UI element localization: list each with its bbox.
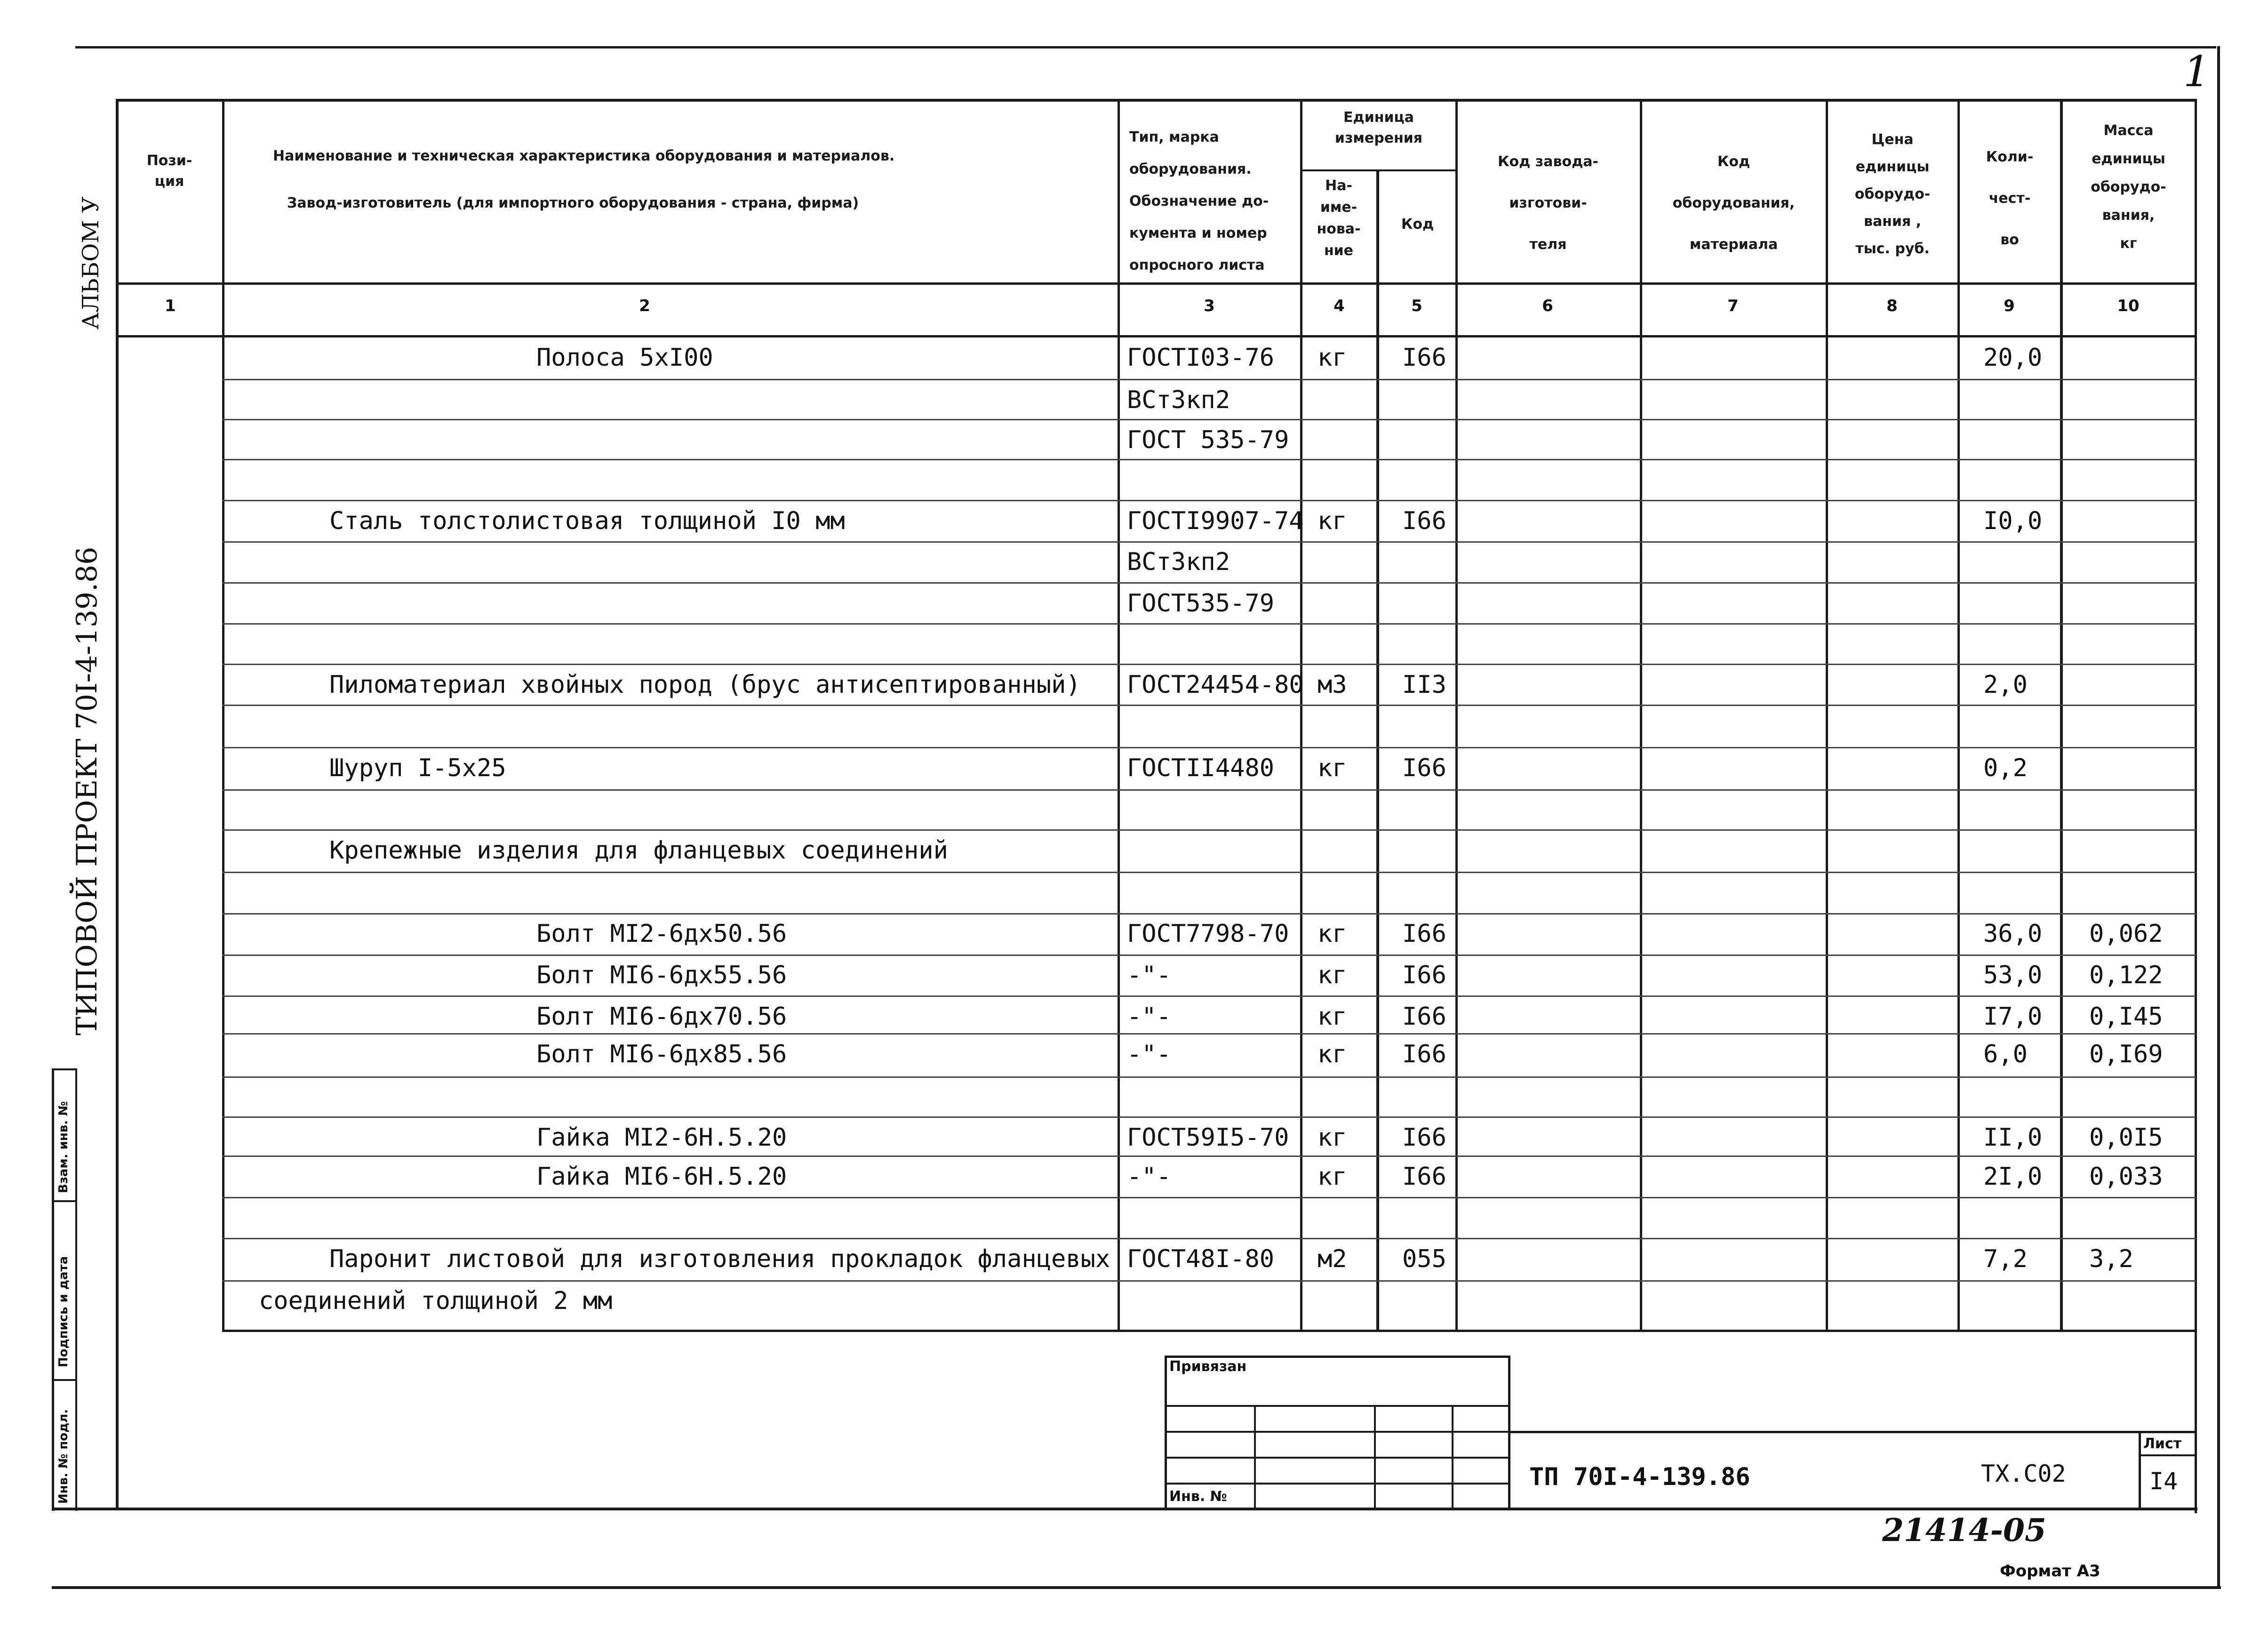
stamp-vline-1 <box>1254 1405 1256 1509</box>
row-quantity: 36,0 <box>1983 920 2043 948</box>
row-name: Гайка МI2-6Н.5.20 <box>536 1123 787 1152</box>
row-document: ГОСТ535-79 <box>1127 589 1275 618</box>
row-mass: 0,I45 <box>2089 1003 2163 1031</box>
side-stamp-left <box>52 1068 54 1511</box>
row-mass: 3,2 <box>2089 1245 2133 1273</box>
header-mass: Масса единицы оборудо- вания, кг <box>2091 122 2166 252</box>
row-name: Полоса 5хI00 <box>536 344 713 372</box>
row-unit: кг <box>1318 1003 1347 1031</box>
row-name: Пиломатериал хвойных пород (брус антисептированный) <box>329 671 1081 699</box>
row-mass: 0,033 <box>2089 1163 2163 1191</box>
row-document: ГОСТ7798-70 <box>1127 920 1289 948</box>
colnum-4: 4 <box>1334 297 1345 315</box>
row-name: Сталь толстолистовая толщиной I0 мм <box>329 507 845 535</box>
inv-label: Инв. № подл. <box>56 1409 71 1504</box>
header-quantity: Коли- чест- во <box>1986 149 2034 248</box>
col-line-3 <box>1300 99 1302 1330</box>
colnum-7: 7 <box>1727 297 1739 315</box>
row-document: ВСт3кп2 <box>1127 386 1230 414</box>
row-quantity: 53,0 <box>1983 961 2043 989</box>
row-unit-code: I66 <box>1402 1123 1446 1152</box>
vzam-label: Взам. инв. № <box>56 1101 71 1193</box>
row-document: -"- <box>1127 1003 1171 1031</box>
header-factory-code: Код завода- изготови- теля <box>1498 153 1598 253</box>
row-quantity: 7,2 <box>1983 1245 2028 1273</box>
row-document: -"- <box>1127 961 1171 989</box>
row-unit: м3 <box>1318 671 1347 699</box>
privyazan-label: Привязан <box>1169 1358 1247 1375</box>
row-unit-code: I66 <box>1402 920 1446 948</box>
row-separator <box>222 747 2196 748</box>
row-document: ГОСТ24454-80 <box>1127 671 1304 699</box>
row-name: Паронит листовой для изготовления прокладок фланцевых <box>329 1245 1110 1273</box>
format-label: Формат А3 <box>2000 1562 2100 1581</box>
row-separator <box>222 1197 2196 1198</box>
row-separator <box>222 1238 2196 1239</box>
row-separator <box>222 541 2196 543</box>
row-unit-code: I66 <box>1402 344 1446 372</box>
stamp-line-d <box>1165 1483 1510 1485</box>
title-line <box>1510 1431 2196 1433</box>
row-name: соединений толщиной 2 мм <box>259 1287 613 1315</box>
row-quantity: 20,0 <box>1983 344 2043 372</box>
colnum-1: 1 <box>165 297 176 315</box>
side-stamp-sep2 <box>52 1379 77 1381</box>
colnum-3: 3 <box>1204 297 1215 315</box>
row-document: ГОСТ48I-80 <box>1127 1245 1275 1273</box>
colnum-10: 10 <box>2117 297 2140 315</box>
row-unit: кг <box>1318 507 1347 535</box>
row-unit-code: I66 <box>1402 754 1446 782</box>
row-unit: кг <box>1318 1040 1347 1068</box>
sheet-cell-divider <box>2139 1454 2196 1456</box>
row-separator <box>222 459 2196 460</box>
stamp-line-c <box>1165 1457 1510 1459</box>
col-line-9 <box>2060 99 2063 1330</box>
row-separator <box>222 995 2196 997</box>
row-mass: 0,122 <box>2089 961 2163 989</box>
row-unit: кг <box>1318 754 1347 782</box>
table-left <box>116 99 119 1510</box>
row-document: -"- <box>1127 1040 1171 1068</box>
row-unit-code: I66 <box>1402 1003 1446 1031</box>
table-bottom <box>52 1508 2197 1510</box>
col-line-6 <box>1640 99 1642 1330</box>
row-unit: кг <box>1318 961 1347 989</box>
row-unit-code: I66 <box>1402 961 1446 989</box>
row-separator <box>222 582 2196 584</box>
row-mass: 0,062 <box>2089 920 2163 948</box>
colnum-bottom <box>117 335 2196 337</box>
row-separator <box>222 1280 2196 1282</box>
colnum-2: 2 <box>639 297 650 315</box>
row-mass: 0,0I5 <box>2089 1123 2163 1152</box>
row-unit: м2 <box>1318 1245 1347 1273</box>
header-equipment-code: Код оборудования, материала <box>1672 153 1795 253</box>
colnum-6: 6 <box>1542 297 1553 315</box>
right-border <box>2217 46 2220 1589</box>
row-document: -"- <box>1127 1163 1171 1191</box>
row-unit-code: I66 <box>1402 507 1446 535</box>
row-quantity: II,0 <box>1983 1123 2043 1152</box>
album-label: АЛЬБОМ У <box>78 196 104 329</box>
row-unit: кг <box>1318 920 1347 948</box>
header-name-line2: Завод-изготовитель (для импортного оборудования - страна, фирма) <box>287 195 859 211</box>
header-type: Тип, марка оборудования. Обозначение до- кумента и номер опросного листа <box>1129 129 1269 273</box>
side-stamp-right <box>75 1068 77 1511</box>
row-separator <box>222 1076 2196 1078</box>
side-stamp-top <box>52 1068 77 1070</box>
stamp-vline-2 <box>1374 1405 1376 1509</box>
col-line-2 <box>1118 99 1120 1330</box>
row-name: Шуруп I-5х25 <box>329 754 506 782</box>
row-separator <box>222 955 2196 956</box>
row-quantity: 0,2 <box>1983 754 2028 782</box>
row-separator <box>222 705 2196 706</box>
row-unit: кг <box>1318 1163 1347 1191</box>
row-name: Болт МI6-6дх85.56 <box>536 1040 787 1068</box>
header-price: Цена единицы оборудо- вания , тыс. руб. <box>1854 131 1931 257</box>
row-unit-code: II3 <box>1402 671 1446 699</box>
col-line-8 <box>1957 99 1960 1330</box>
row-document: ГОСТ59I5-70 <box>1127 1123 1289 1152</box>
row-quantity: 6,0 <box>1983 1040 2028 1068</box>
row-separator <box>222 379 2196 380</box>
stamp-line-a <box>1165 1405 1510 1407</box>
row-name: Крепежные изделия для фланцевых соединений <box>329 836 948 865</box>
row-separator <box>222 419 2196 420</box>
header-unit-name: На- име- нова- ние <box>1317 177 1361 259</box>
inv-no-label: Инв. № <box>1169 1488 1227 1505</box>
doc-code: ТХ.С02 <box>1981 1460 2066 1487</box>
row-quantity: 2I,0 <box>1983 1163 2043 1191</box>
row-quantity: I0,0 <box>1983 507 2043 535</box>
row-separator <box>222 829 2196 831</box>
row-quantity: I7,0 <box>1983 1003 2043 1031</box>
top-border <box>75 46 2216 48</box>
row-separator <box>222 1156 2196 1157</box>
stamp-line-b <box>1165 1431 1510 1433</box>
row-name: Болт МI6-6дх55.56 <box>536 961 787 989</box>
row-separator <box>222 789 2196 791</box>
colnum-9: 9 <box>2004 297 2015 315</box>
colnum-8: 8 <box>1886 297 1898 315</box>
row-mass: 0,I69 <box>2089 1040 2163 1068</box>
col-line-7 <box>1826 99 1828 1330</box>
right-inner-border <box>2195 99 2197 1513</box>
project-label: ТИПОВОЙ ПРОЕКТ 70I-4-139.86 <box>71 546 104 1035</box>
col-line-1 <box>222 99 224 1330</box>
row-document: ВСт3кп2 <box>1127 548 1230 576</box>
corner-mark: 1 <box>2183 47 2211 96</box>
table-top <box>117 99 2196 102</box>
row-separator <box>222 623 2196 625</box>
row-separator <box>222 1033 2196 1035</box>
col-line-5 <box>1455 99 1458 1330</box>
row-unit: кг <box>1318 344 1347 372</box>
row-document: ГОСТI03-76 <box>1127 344 1275 372</box>
row-unit-code: I66 <box>1402 1040 1446 1068</box>
row-unit: кг <box>1318 1123 1347 1152</box>
row-name: Болт МI2-6дх50.56 <box>536 920 787 948</box>
row-name: Болт МI6-6дх70.56 <box>536 1003 787 1031</box>
bottom-border <box>52 1586 2221 1589</box>
row-document: ГОСТ 535-79 <box>1127 426 1289 454</box>
sheet-cell-left <box>2139 1431 2141 1509</box>
row-document: ГОСТII4480 <box>1127 754 1275 782</box>
project-code: ТП 70I-4-139.86 <box>1529 1463 1750 1491</box>
row-separator <box>222 1116 2196 1118</box>
archive-number: 21414-05 <box>1882 1512 2046 1549</box>
row-separator <box>222 664 2196 665</box>
row-separator <box>222 913 2196 915</box>
row-document: ГОСТI9907-74 <box>1127 507 1304 535</box>
row-name: Гайка МI6-6Н.5.20 <box>536 1163 787 1191</box>
stamp-vline-3 <box>1452 1405 1453 1509</box>
stamp-box-top <box>1165 1356 1510 1358</box>
header-unit-code: Код <box>1401 216 1434 233</box>
row-unit-code: 055 <box>1402 1245 1446 1273</box>
header-unit-group: Единица измерения <box>1334 109 1423 146</box>
side-stamp-sep1 <box>52 1200 77 1202</box>
header-bottom <box>117 282 2196 285</box>
row-separator <box>222 872 2196 873</box>
sheet-label: Лист <box>2143 1436 2182 1452</box>
row-quantity: 2,0 <box>1983 671 2028 699</box>
podpis-label: Подпись и дата <box>56 1256 71 1367</box>
colnum-5: 5 <box>1411 297 1422 315</box>
row-unit-code: I66 <box>1402 1163 1446 1191</box>
table-body-bottom <box>222 1330 2196 1332</box>
header-name-line1: Наименование и техническая характеристика оборудования и материалов. <box>273 148 895 164</box>
sheet-number: I4 <box>2149 1468 2178 1495</box>
row-separator <box>222 500 2196 501</box>
header-position: Пози- ция <box>146 152 192 190</box>
